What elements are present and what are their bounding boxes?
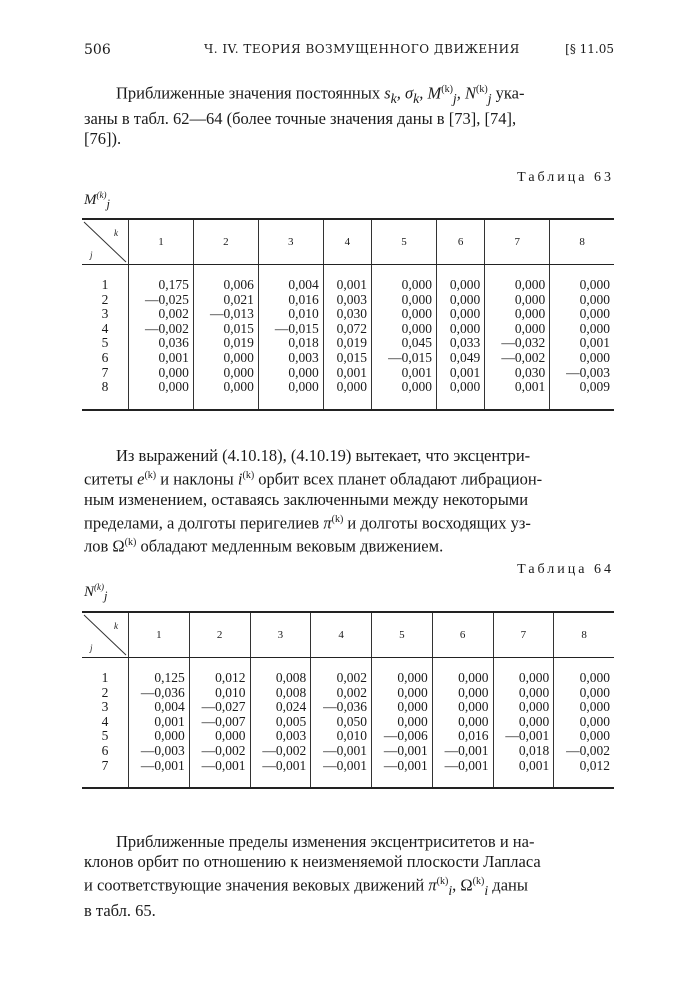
table-cell: 0,000 xyxy=(223,364,254,380)
diag-j-label: j xyxy=(90,643,93,653)
row-label: 1 xyxy=(101,670,109,685)
row-label: 4 xyxy=(101,713,109,729)
row-label: 2 xyxy=(101,684,109,700)
table-cell: 0,010 xyxy=(215,684,246,700)
table-cell: —0,002 xyxy=(501,349,546,365)
table-cell: 0,000 xyxy=(514,277,546,292)
table-cell: 0,000 xyxy=(458,713,489,729)
table-cell: 0,000 xyxy=(401,320,432,336)
data-column xyxy=(550,278,614,395)
table-cell: 0,000 xyxy=(401,291,432,307)
table-cell: 0,016 xyxy=(288,291,319,307)
table-63-body xyxy=(82,278,614,395)
column-header: 8 xyxy=(554,612,614,658)
row-label: 7 xyxy=(101,757,109,773)
table-64 xyxy=(82,611,614,789)
diagonal-header-cell xyxy=(82,219,129,265)
table-cell: 0,000 xyxy=(579,684,610,700)
column-header: 3 xyxy=(250,612,311,658)
column-header: 3 xyxy=(258,219,323,265)
table-cell: 0,018 xyxy=(288,335,319,351)
middle-paragraph: Из выражений (4.10.18), (4.10.19) вытекает, что эксцентри- ситеты $e^{(k)}$ и наклоны $i^{(k)}$ орбит всех планет обладают либрацион- ным изменением, оставаясь заключенными между некоторыми пределами, а долготы перигелиев $\pi^{(k)}$ и долготы восходящих уз- лов $\Omega^{(k)}$ обладают медленным вековым движением. xyxy=(84,446,543,556)
table-cell: —0,025 xyxy=(145,291,189,307)
table-cell: 0,050 xyxy=(336,713,367,729)
table-cell: 0,030 xyxy=(514,364,546,380)
table-cell: 0,000 xyxy=(288,379,319,395)
table-cell: 0,000 xyxy=(336,379,368,395)
table-cell: —0,001 xyxy=(201,757,246,773)
table-cell: —0,003 xyxy=(140,742,185,758)
data-column xyxy=(372,671,433,773)
table-cell: —0,001 xyxy=(383,757,428,773)
diag-j-label: j xyxy=(90,250,93,260)
table-63-caption: Таблица 63 xyxy=(517,170,614,185)
table-cell: 0,000 xyxy=(449,291,481,307)
table-cell: 0,000 xyxy=(397,670,428,685)
table-cell: 0,003 xyxy=(336,291,368,307)
table-cell: —0,036 xyxy=(323,699,367,715)
table-cell: —0,001 xyxy=(262,757,307,773)
column-header: 1 xyxy=(129,612,190,658)
row-label: 3 xyxy=(101,699,109,715)
table-cell: 0,000 xyxy=(401,306,432,322)
table-cell: 0,012 xyxy=(579,757,610,773)
table-cell: 0,010 xyxy=(336,728,367,744)
data-column xyxy=(250,671,311,773)
table-cell: —0,001 xyxy=(444,757,489,773)
table-cell: 0,008 xyxy=(275,684,307,700)
column-header: 1 xyxy=(129,219,194,265)
table-cell: 0,036 xyxy=(158,335,189,351)
table-64-caption: Таблица 64 xyxy=(517,562,614,577)
data-column xyxy=(436,278,484,395)
table-cell: 0,000 xyxy=(158,364,189,380)
table-cell: 0,000 xyxy=(458,670,489,685)
table-cell: 0,001 xyxy=(579,335,610,351)
table-cell: 0,000 xyxy=(449,277,481,292)
diag-k-label: k xyxy=(114,621,118,631)
column-header: 7 xyxy=(485,219,550,265)
column-header: 2 xyxy=(189,612,250,658)
table-cell: —0,027 xyxy=(201,699,246,715)
table-cell: 0,003 xyxy=(288,349,319,365)
column-header: 4 xyxy=(311,612,372,658)
table-cell: —0,002 xyxy=(262,742,307,758)
table-cell: 0,000 xyxy=(397,684,428,700)
table-cell: 0,006 xyxy=(223,277,254,292)
table-cell: 0,000 xyxy=(223,349,254,365)
table-cell: 0,000 xyxy=(579,713,610,729)
table-cell: 0,000 xyxy=(401,277,432,292)
table-cell: —0,001 xyxy=(383,742,428,758)
table-cell: 0,000 xyxy=(449,320,481,336)
data-column xyxy=(485,278,550,395)
closing-paragraph: Приближенные пределы изменения эксцентриситетов и на- клонов орбит по отношению к неизменяемой плоскости Лапласа и соответствующие значения вековых движений $\pi^{(k)}_i$, $\Omega^{(k)}_i$ даны в табл. 65. xyxy=(84,832,541,920)
data-column xyxy=(493,671,554,773)
table-cell: —0,015 xyxy=(274,320,319,336)
table-cell: —0,002 xyxy=(201,742,246,758)
data-column xyxy=(323,278,371,395)
table-cell: —0,032 xyxy=(501,335,546,351)
table-cell: 0,001 xyxy=(158,349,189,365)
table-cell: —0,001 xyxy=(323,757,367,773)
table-cell: 0,000 xyxy=(514,306,546,322)
row-label: 8 xyxy=(101,379,109,395)
diagonal-header-cell xyxy=(82,612,129,658)
row-label: 7 xyxy=(101,364,109,380)
table-cell: 0,000 xyxy=(158,379,189,395)
table-cell: 0,003 xyxy=(275,728,307,744)
table-cell: 0,000 xyxy=(518,699,550,715)
table-cell: —0,036 xyxy=(140,684,185,700)
table-cell: 0,008 xyxy=(275,670,307,685)
table-cell: 0,072 xyxy=(336,320,368,336)
table-64-body xyxy=(82,671,614,773)
section-ref: [§ 11.05 xyxy=(565,42,614,56)
table-cell: 0,015 xyxy=(336,349,368,365)
table-cell: 0,001 xyxy=(336,364,368,380)
column-header: 4 xyxy=(323,219,371,265)
table-cell: 0,000 xyxy=(401,379,432,395)
table-cell: 0,010 xyxy=(288,306,319,322)
table-cell: 0,000 xyxy=(288,364,319,380)
running-title: Ч. IV. ТЕОРИЯ ВОЗМУЩЕННОГО ДВИЖЕНИЯ xyxy=(204,42,520,56)
data-column xyxy=(311,671,372,773)
table-64-symbol: $N^{(k)}_j$ xyxy=(84,582,108,603)
table-cell: —0,001 xyxy=(505,728,550,744)
table-cell: —0,001 xyxy=(323,742,367,758)
table-cell: 0,018 xyxy=(518,742,550,758)
table-cell: —0,015 xyxy=(388,349,432,365)
table-cell: 0,000 xyxy=(518,684,550,700)
data-column xyxy=(129,671,190,773)
table-cell: 0,019 xyxy=(223,335,254,351)
table-cell: 0,125 xyxy=(154,670,185,685)
table-63-header-row xyxy=(82,219,614,265)
table-cell: 0,019 xyxy=(336,335,368,351)
table-cell: 0,001 xyxy=(336,277,368,292)
data-column xyxy=(258,278,323,395)
table-cell: 0,001 xyxy=(518,757,550,773)
table-cell: —0,007 xyxy=(201,713,246,729)
table-cell: 0,002 xyxy=(336,670,367,685)
table-cell: 0,002 xyxy=(336,684,367,700)
data-column xyxy=(372,278,437,395)
table-cell: —0,013 xyxy=(209,306,254,322)
table-cell: —0,006 xyxy=(383,728,428,744)
page-header xyxy=(84,42,614,64)
table-cell: 0,000 xyxy=(449,306,481,322)
data-column xyxy=(193,278,258,395)
table-63-symbol: $M^{(k)}_j$ xyxy=(84,190,110,211)
table-cell: 0,049 xyxy=(449,349,481,365)
table-cell: 0,004 xyxy=(154,699,185,715)
table-cell: 0,001 xyxy=(401,364,432,380)
table-cell: 0,000 xyxy=(458,684,489,700)
row-label: 5 xyxy=(101,335,109,351)
column-header: 7 xyxy=(493,612,554,658)
table-cell: 0,000 xyxy=(579,728,610,744)
column-header: 6 xyxy=(436,219,484,265)
table-cell: —0,001 xyxy=(140,757,185,773)
table-cell: 0,000 xyxy=(579,670,610,685)
table-cell: —0,001 xyxy=(444,742,489,758)
table-cell: 0,021 xyxy=(223,291,254,307)
table-cell: 0,175 xyxy=(158,277,189,292)
page-number: 506 xyxy=(84,42,111,58)
table-cell: 0,009 xyxy=(579,379,610,395)
table-cell: 0,001 xyxy=(449,364,481,380)
intro-paragraph: Приближенные значения постоянных $s_k$, $\sigma_k$, $M^{(k)}_j$, $N^{(k)}_j$ ука- заны в табл. 62—64 (более точные значения даны в [73], [74], [76]). xyxy=(84,83,525,148)
diag-k-label: k xyxy=(114,228,118,238)
table-cell: 0,000 xyxy=(579,291,610,307)
table-cell: —0,002 xyxy=(145,320,189,336)
table-cell: 0,000 xyxy=(518,713,550,729)
table-cell: —0,002 xyxy=(566,742,610,758)
table-cell: 0,015 xyxy=(223,320,254,336)
table-cell: 0,000 xyxy=(518,670,550,685)
table-cell: 0,001 xyxy=(154,713,185,729)
table-cell: 0,000 xyxy=(223,379,254,395)
row-label: 3 xyxy=(101,306,109,322)
column-header: 5 xyxy=(372,612,433,658)
table-cell: 0,002 xyxy=(158,306,189,322)
row-label: 6 xyxy=(101,349,109,365)
table-cell: 0,004 xyxy=(288,277,319,292)
table-cell: 0,000 xyxy=(579,320,610,336)
row-label: 2 xyxy=(101,291,109,307)
table-cell: 0,000 xyxy=(579,306,610,322)
table-63 xyxy=(82,218,614,411)
table-64-header-row xyxy=(82,612,614,658)
table-cell: 0,045 xyxy=(401,335,432,351)
table-cell: —0,003 xyxy=(566,364,610,380)
table-cell: 0,000 xyxy=(579,699,610,715)
table-cell: 0,030 xyxy=(336,306,368,322)
row-label: 4 xyxy=(101,320,109,336)
table-cell: 0,000 xyxy=(215,728,246,744)
row-labels xyxy=(82,671,129,773)
data-column xyxy=(129,278,194,395)
table-cell: 0,001 xyxy=(514,379,546,395)
table-cell: 0,024 xyxy=(275,699,307,715)
data-column xyxy=(554,671,614,773)
row-label: 5 xyxy=(101,728,109,744)
table-cell: 0,000 xyxy=(154,728,185,744)
table-cell: 0,000 xyxy=(514,291,546,307)
table-cell: 0,000 xyxy=(579,349,610,365)
table-cell: 0,005 xyxy=(275,713,307,729)
data-column xyxy=(189,671,250,773)
row-label: 6 xyxy=(101,742,109,758)
table-cell: 0,033 xyxy=(449,335,481,351)
table-cell: 0,000 xyxy=(579,277,610,292)
column-header: 6 xyxy=(432,612,493,658)
table-cell: 0,000 xyxy=(458,699,489,715)
table-cell: 0,000 xyxy=(397,713,428,729)
row-labels xyxy=(82,278,129,395)
table-cell: 0,000 xyxy=(449,379,481,395)
table-cell: 0,016 xyxy=(458,728,489,744)
table-cell: 0,000 xyxy=(514,320,546,336)
table-cell: 0,000 xyxy=(397,699,428,715)
row-label: 1 xyxy=(101,277,109,292)
column-header: 2 xyxy=(193,219,258,265)
column-header: 5 xyxy=(372,219,437,265)
table-cell: 0,012 xyxy=(215,670,246,685)
column-header: 8 xyxy=(550,219,614,265)
data-column xyxy=(432,671,493,773)
